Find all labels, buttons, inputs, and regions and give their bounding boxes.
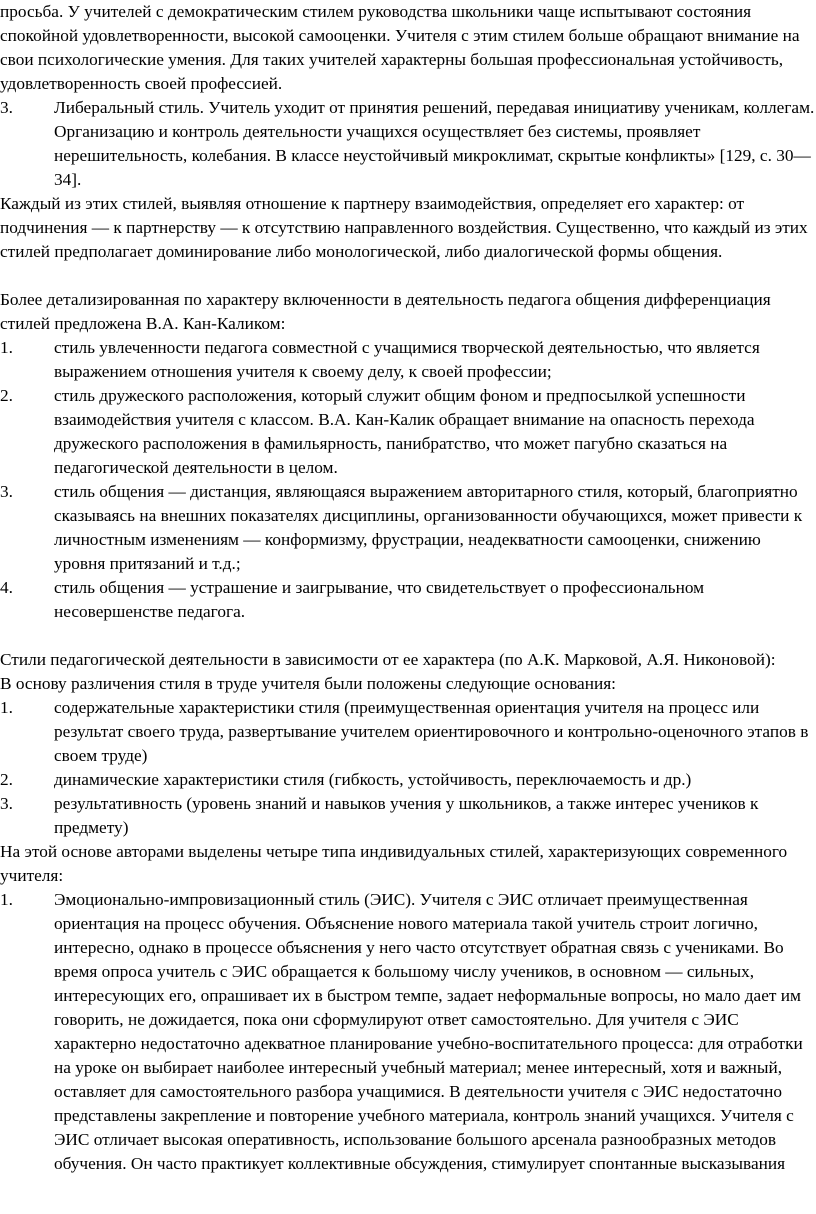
paragraph: В основу различения стиля в труде учителя были положены следующие основания: [0,674,616,693]
list-item-number: 3. [0,98,13,117]
list-item-text: содержательные характеристики стиля (преимущественная ориентация учителя на процесс или результат своего труда, развертывание учителем ориентировочного и контрольно-оценочного этапов в своем труде) [54,698,809,765]
list-item [0,96,816,192]
list-item-text: стиль общения — дистанция, являющаяся выражением авторитарного стиля, который, благоприятно сказываясь на внешних показателях дисциплины, организованности обучающихся, может привести к личностным изменениям — конформизму, фрустрации, неадекватности самооценки, снижению уровня притязаний и т.д.; [54,482,803,573]
list-item-number: 4. [0,578,13,597]
list-item [0,768,816,792]
list-item [0,384,816,480]
list-item-text: Либеральный стиль. Учитель уходит от принятия решений, передавая инициативу ученикам, коллегам. Организацию и контроль деятельности учащихся осуществляет без системы, проявляет нерешительность, колебания. В классе неустойчивый микроклимат, скрытые конфликты» [129, с. 30—34]. [54,98,815,189]
paragraph: Стили педагогической деятельности в зависимости от ее характера (по А.К. Марковой, А.Я. Никоновой): [0,650,776,669]
list-item-text: результативность (уровень знаний и навыков учения у школьников, а также интерес учеников к предмету) [54,794,759,837]
list-item [0,336,816,384]
paragraph-gap [0,264,816,288]
list-item-number: 2. [0,386,13,405]
paragraph: Каждый из этих стилей, выявляя отношение к партнеру взаимодействия, определяет его характер: от подчинения — к партнерству — к отсутствию направленного воздействия. Существенно, что каждый из этих стилей предполагает доминирование либо монологической, либо диалогической формы общения. [0,194,808,261]
list-item-number: 3. [0,794,13,813]
list-item [0,792,816,840]
list-item-text: стиль дружеского расположения, который служит общим фоном и предпосылкой успешности взаимодействия учителя с классом. В.А. Кан-Калик обращает внимание на опасность перехода дружеского расположения в фамильярность, панибратство, что может пагубно сказаться на педагогической деятельности в целом. [54,386,755,477]
paragraph: просьба. У учителей с демократическим стилем руководства школьники чаще испытывают состояния спокойной удовлетворенности, высокой самооценки. Учителя с этим стилем больше обращают внимание на свои психологические умения. Для таких учителей характерны большая профессиональная устойчивость, удовлетворенность своей профессией. [0,2,800,93]
paragraph-gap [0,624,816,648]
list-item-text: динамические характеристики стиля (гибкость, устойчивость, переключаемость и др.) [54,770,692,789]
list-item-text: стиль общения — устрашение и заигрывание, что свидетельствует о профессиональном несовершенстве педагога. [54,578,705,621]
list-item-number: 1. [0,338,13,357]
list-item-number: 3. [0,482,13,501]
list-item [0,888,816,1176]
list-item [0,696,816,768]
list-item-number: 1. [0,890,13,909]
list-item-text: Эмоционально-импровизационный стиль (ЭИС). Учителя с ЭИС отличает преимущественная ориентация на процесс обучения. Объяснение нового материала такой учитель строит логично, интересно, однако в процессе объяснения у него часто отсутствует обратная связь с учениками. Во время опроса учитель с ЭИС обращается к большому числу учеников, в основном — сильных, интересующих его, опрашивает их в быстром темпе, задает неформальные вопросы, но мало дает им говорить, не дожидается, пока они сформулируют ответ самостоятельно. Для учителя с ЭИС характерно недостаточно адекватное планирование учебно-воспитательного процесса: для отработки на уроке он выбирает наиболее интересный учебный материал; менее интересный, хотя и важный, оставляет для самостоятельного разбора учащимися. В деятельности учителя с ЭИС недостаточно представлены закрепление и повторение учебного материала, контроль знаний учащихся. Учителя с ЭИС отличает высокая оперативность, использование большого арсенала разнообразных методов обучения. Он часто практикует коллективные обсуждения, стимулирует спонтанные высказывания [54,890,803,1173]
list-item-text: стиль увлеченности педагога совместной с учащимися творческой деятельностью, что является выражением отношения учителя к своему делу, к своей профессии; [54,338,760,381]
list-item [0,480,816,576]
list-item-number: 2. [0,770,13,789]
paragraph: На этой основе авторами выделены четыре типа индивидуальных стилей, характеризующих современного учителя: [0,842,788,885]
list-item-number: 1. [0,698,13,717]
list-item [0,576,816,624]
paragraph: Более детализированная по характеру включенности в деятельность педагога общения дифференциация стилей предложена В.А. Кан-Каликом: [0,290,771,333]
